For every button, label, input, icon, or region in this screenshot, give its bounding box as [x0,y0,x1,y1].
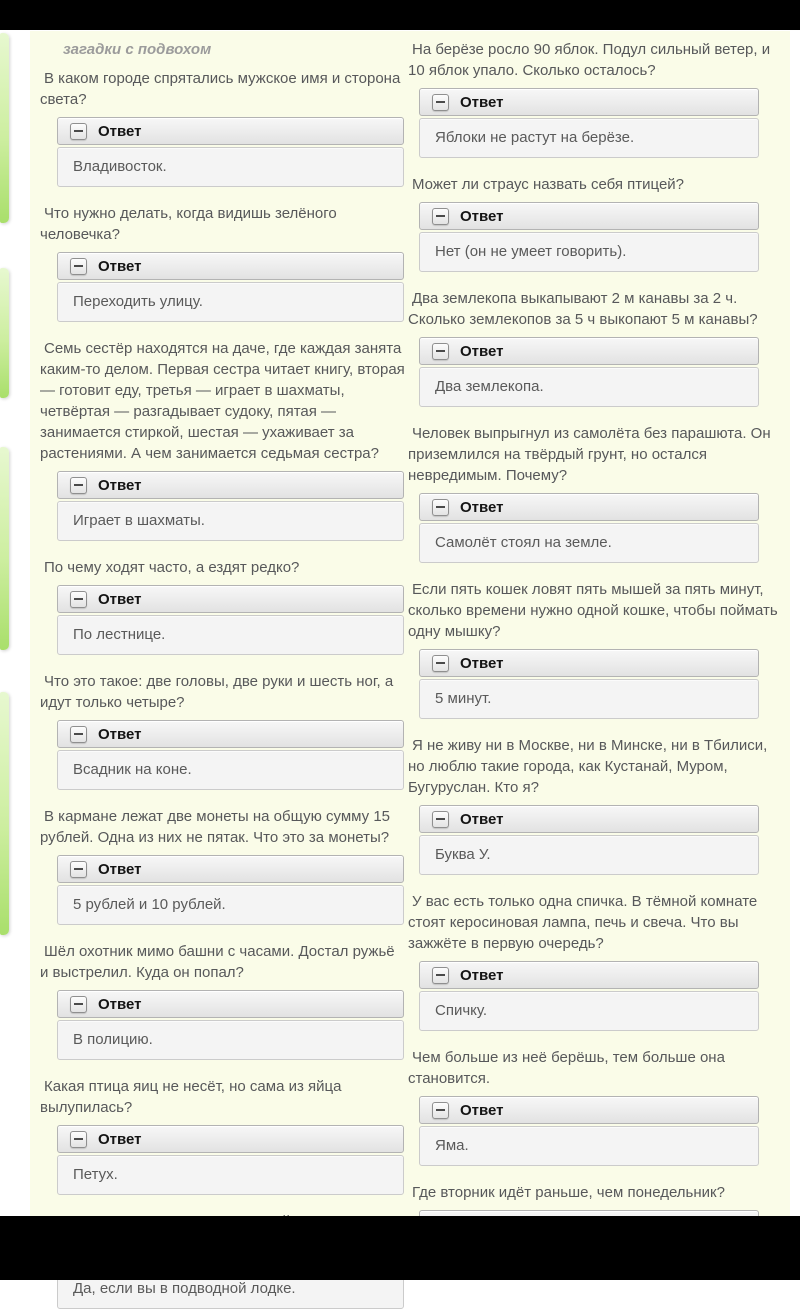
riddle-item [408,423,785,563]
answer-label: Ответ [98,122,142,140]
answer-spoiler-header[interactable] [419,649,759,677]
answer-label: Ответ [98,1130,142,1148]
riddle-list-left [40,68,405,1309]
riddle-question: Семь сестёр находятся на даче, где каждая занята каким-то делом. Первая сестра читает книгу, вторая — готовит еду, третья — играет в шахматы, четвёртая — разгадывает судоку, пятая — занимается стиркой, шестая — ухаживает за растениями. А чем занимается седьмая сестра? [40,340,405,462]
answer-text: В полицию. [57,1020,404,1060]
green-block [0,692,9,935]
answer-text: Два землекопа. [419,367,759,407]
riddle-question: Где вторник идёт раньше, чем понедельник? [412,1184,725,1201]
riddle-question: Может ли страус назвать себя птицей? [412,176,685,193]
answer-spoiler [57,585,404,655]
riddle-item [40,806,405,925]
answer-label: Ответ [98,995,142,1013]
collapse-minus-icon[interactable] [432,967,449,984]
answer-spoiler [57,1125,404,1195]
riddle-item [40,557,405,655]
answer-text: Яма. [419,1126,759,1166]
answer-label: Ответ [460,810,504,828]
column-right [405,31,790,1216]
answer-text: Самолёт стоял на земле. [419,523,759,563]
collapse-minus-icon[interactable] [432,1102,449,1119]
answer-spoiler-header[interactable] [419,1096,759,1124]
riddle-item [408,891,785,1031]
answer-label: Ответ [98,590,142,608]
answer-text: Играет в шахматы. [57,501,404,541]
answer-spoiler-header[interactable] [419,337,759,365]
column-left [30,31,405,1297]
answer-label: Ответ [460,342,504,360]
green-block [0,268,9,398]
answer-label: Ответ [98,476,142,494]
answer-text: Петух. [57,1155,404,1195]
riddle-question: Я не живу ни в Москве, ни в Минске, ни в Тбилиси, но люблю такие города, как Кустанай, Муром, Бугуруслан. Кто я? [408,737,768,796]
riddle-question: В кармане лежат две монеты на общую сумму 15 рублей. Одна из них не пятак. Что это за монеты? [40,808,391,846]
collapse-minus-icon[interactable] [70,477,87,494]
answer-text: Спичку. [419,991,759,1031]
collapse-minus-icon[interactable] [432,655,449,672]
riddle-question: Человек выпрыгнул из самолёта без парашюта. Он приземлился на твёрдый грунт, но остался невредимым. Почему? [408,425,771,484]
collapse-minus-icon[interactable] [70,258,87,275]
answer-spoiler-header[interactable] [419,493,759,521]
answer-spoiler [57,720,404,790]
collapse-minus-icon[interactable] [432,94,449,111]
answer-spoiler-header[interactable] [419,202,759,230]
answer-spoiler [419,961,759,1031]
answer-text: Буква У. [419,835,759,875]
riddle-item [408,735,785,875]
answer-spoiler-header[interactable] [419,88,759,116]
answer-spoiler [419,337,759,407]
green-block [0,33,9,223]
riddle-list-right [408,39,785,1280]
riddle-question: На берёзе росло 90 яблок. Подул сильный ветер, и 10 яблок упало. Сколько осталось? [408,41,771,79]
collapse-minus-icon[interactable] [70,996,87,1013]
riddle-item [40,68,405,187]
answer-spoiler-header[interactable] [57,1125,404,1153]
answer-label: Ответ [460,498,504,516]
riddle-question: В каком городе спрятались мужское имя и сторона света? [40,70,401,108]
answer-spoiler-header[interactable] [419,961,759,989]
answer-text: 5 минут. [419,679,759,719]
page-title: загадки с подвохом [63,41,212,58]
answer-spoiler-header[interactable] [57,252,404,280]
riddle-question: У вас есть только одна спичка. В тёмной комнате стоят керосиновая лампа, печь и свеча. Что вы зажжёте в первую очередь? [408,893,758,952]
riddle-item [40,941,405,1060]
answer-spoiler-header[interactable] [57,117,404,145]
collapse-minus-icon[interactable] [432,499,449,516]
answer-spoiler [419,1096,759,1166]
answer-text: 5 рублей и 10 рублей. [57,885,404,925]
answer-text: Всадник на коне. [57,750,404,790]
answer-spoiler-header[interactable] [57,720,404,748]
riddle-item [408,288,785,407]
riddle-item [40,338,405,541]
answer-spoiler-header[interactable] [57,471,404,499]
riddle-question: Чем больше из неё берёшь, тем больше она становится. [408,1049,725,1087]
answer-spoiler-header[interactable] [419,805,759,833]
riddle-question: Шёл охотник мимо башни с часами. Достал ружьё и выстрелил. Куда он попал? [40,943,395,981]
collapse-minus-icon[interactable] [432,343,449,360]
answer-label: Ответ [98,725,142,743]
answer-spoiler-header[interactable] [57,990,404,1018]
answer-label: Ответ [98,257,142,275]
answer-text: Переходить улицу. [57,282,404,322]
answer-spoiler [419,493,759,563]
collapse-minus-icon[interactable] [70,1131,87,1148]
answer-spoiler [57,990,404,1060]
green-block [0,447,9,650]
riddle-item [40,203,405,322]
riddle-question: Что это такое: две головы, две руки и шесть ног, а идут только четыре? [40,673,394,711]
answer-label: Ответ [460,966,504,984]
top-black-bar [0,0,800,30]
answer-label: Ответ [460,1101,504,1119]
answer-spoiler [57,252,404,322]
answer-text: Владивосток. [57,147,404,187]
riddle-question: Какая птица яиц не несёт, но сама из яйца вылупилась? [40,1078,342,1116]
riddle-item [40,1076,405,1195]
collapse-minus-icon[interactable] [432,208,449,225]
answer-spoiler-header[interactable] [57,585,404,613]
answer-spoiler-header[interactable] [57,855,404,883]
answer-spoiler [57,855,404,925]
collapse-minus-icon[interactable] [432,811,449,828]
answer-spoiler [419,202,759,272]
answer-spoiler [419,649,759,719]
collapse-minus-icon[interactable] [70,861,87,878]
answer-spoiler [419,805,759,875]
collapse-minus-icon[interactable] [70,726,87,743]
riddle-question: Если пять кошек ловят пять мышей за пять минут, сколько времени нужно одной кошке, чтобы поймать одну мышку? [408,581,778,640]
answer-spoiler [419,88,759,158]
answer-label: Ответ [460,93,504,111]
answer-text: Нет (он не умеет говорить). [419,232,759,272]
answer-label: Ответ [98,860,142,878]
riddle-question: Два землекопа выкапывают 2 м канавы за 2 ч. Сколько землекопов за 5 ч выкопают 5 м канавы? [408,290,758,328]
answer-label: Ответ [460,207,504,225]
riddle-item [408,174,785,272]
bottom-black-bar [0,1216,800,1280]
content-panel [30,31,790,1297]
answer-text: По лестнице. [57,615,404,655]
answer-spoiler [57,117,404,187]
answer-text: Яблоки не растут на берёзе. [419,118,759,158]
riddle-question: Что нужно делать, когда видишь зелёного человечка? [40,205,337,243]
riddle-item [40,671,405,790]
answer-spoiler [57,471,404,541]
collapse-minus-icon[interactable] [70,591,87,608]
riddle-item [408,1047,785,1166]
riddle-item [408,39,785,158]
riddle-question: По чему ходят часто, а ездят редко? [44,559,300,576]
collapse-minus-icon[interactable] [70,123,87,140]
answer-text: Да, если вы в подводной лодке. [57,1269,404,1309]
riddle-item [408,579,785,719]
answer-label: Ответ [460,654,504,672]
